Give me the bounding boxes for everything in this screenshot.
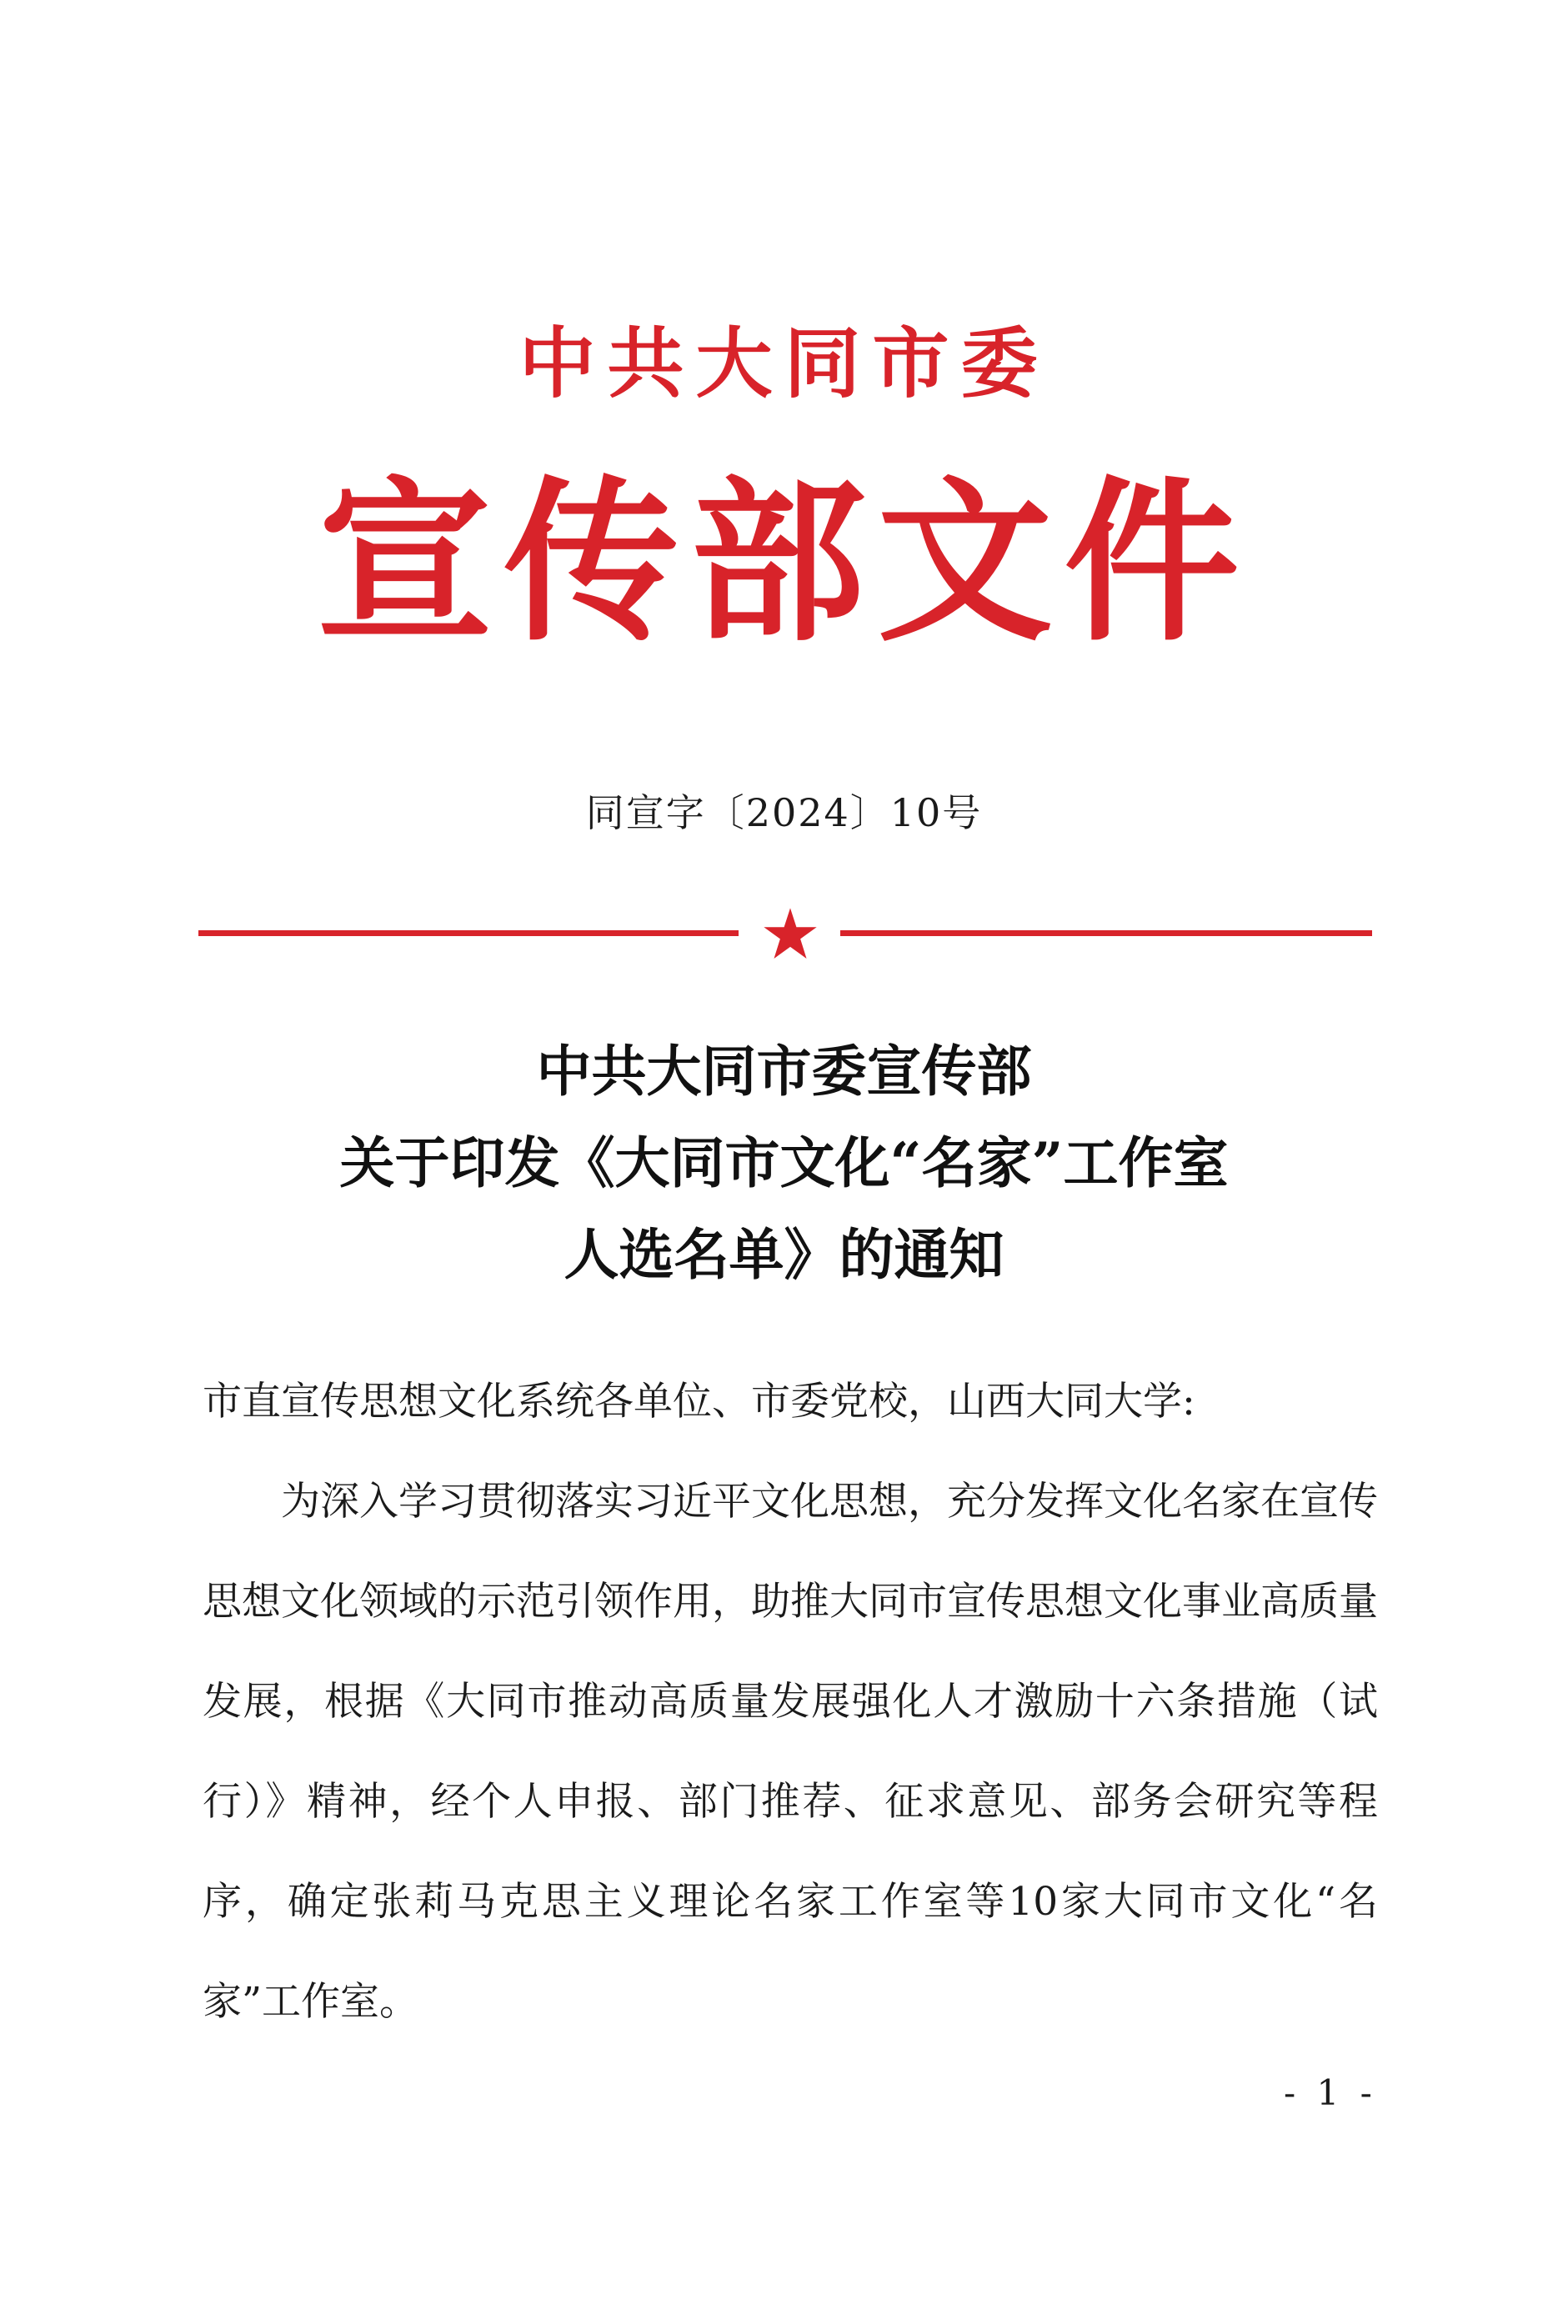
body-paragraph: 为深入学习贯彻落实习近平文化思想，充分发挥文化名家在宣传思想文化领域的示范引领作用，助推大同市宣传思想文化事业高质量发展，根据《大同市推动高质量发展强化人才激励十六条措施（试行）》精神，经个人申报、部门推荐、征求意见、部务会研究等程序，确定张莉马克思主义理论名家工作室等10家大同市文化“名家”工作室。 (203, 1479, 1378, 2025)
notice-title (0, 1025, 1568, 1300)
notice-body (203, 1352, 1378, 2052)
red-divider-left (198, 930, 739, 936)
addressee: 市直宣传思想文化系统各单位、市委党校，山西大同大学: (203, 1379, 1195, 1425)
issuing-organization: 中共大同市委 (518, 318, 1050, 408)
notice-title-line-1: 中共大同市委宣传部 (536, 1039, 1032, 1104)
red-divider-right (840, 930, 1372, 936)
document-header-title: 宣传部文件 (317, 459, 1251, 665)
notice-title-line-2: 关于印发《大同市文化“名家”工作室 (339, 1130, 1229, 1195)
star-icon (760, 907, 820, 960)
document-number: 同宣字〔2024〕10号 (585, 790, 983, 835)
notice-title-line-3: 人选名单》的通知 (564, 1222, 1004, 1287)
page-number: - 1 - (1284, 2072, 1377, 2113)
